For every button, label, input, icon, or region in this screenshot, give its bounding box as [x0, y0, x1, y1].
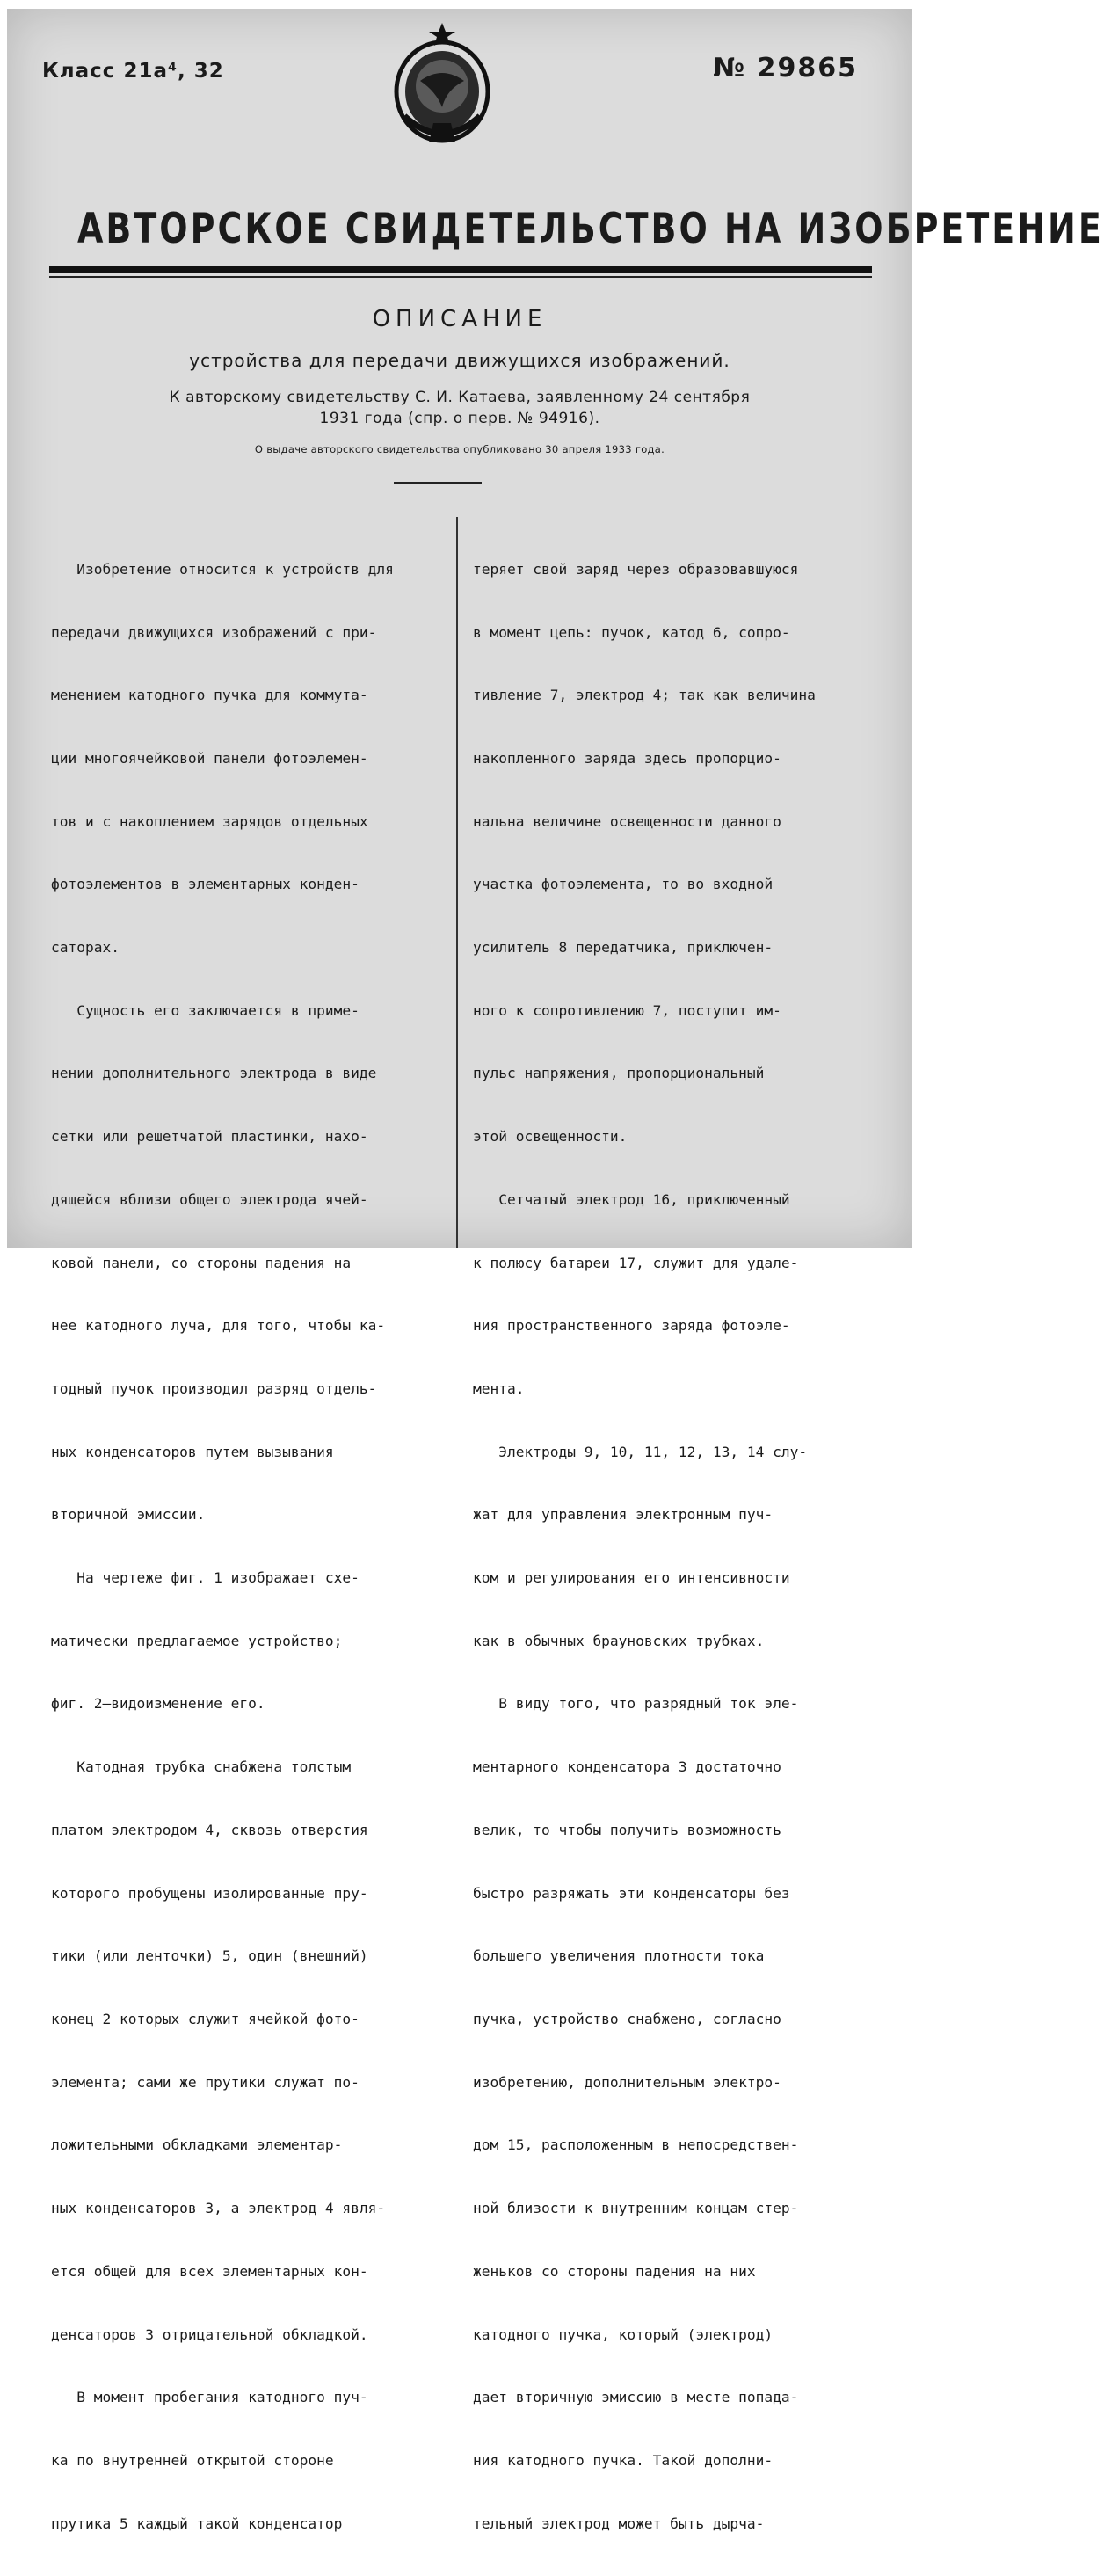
text-line: Изобретение относится к устройств для: [51, 560, 394, 578]
text-line: ется общей для всех элементарных кон-: [51, 2262, 368, 2280]
text-column-right: [473, 517, 860, 2576]
text-line: тики (или ленточки) 5, один (внешний): [51, 1947, 368, 1965]
text-line: быстро разряжать эти конденсаторы без: [473, 1884, 790, 1902]
title-rule-thin: [49, 276, 872, 278]
text-line: в момент цепь: пучок, катод 6, сопро-: [473, 623, 790, 641]
text-line: ных конденсаторов 3, а электрод 4 явля-: [51, 2200, 386, 2217]
text-line: дает вторичную эмиссию в месте попада-: [473, 2389, 799, 2406]
text-line: Электроды 9, 10, 11, 12, 13, 14 слу-: [473, 1443, 808, 1460]
text-line: к полюсу батареи 17, служит для удале-: [473, 1254, 799, 1271]
text-line: теряет свой заряд через образовавшуюся: [473, 560, 799, 578]
text-line: нальна величине освещенности данного: [473, 812, 781, 830]
text-line: дом 15, расположенным в непосредствен-: [473, 2136, 799, 2154]
text-line: Катодная трубка снабжена толстым: [51, 1758, 352, 1776]
text-line: В виду того, что разрядный ток эле-: [473, 1695, 799, 1713]
publication-note: О выдаче авторского свидетельства опубликовано 30 апреля 1933 года.: [254, 443, 665, 455]
text-line: ком и регулирования его интенсивности: [473, 1569, 790, 1587]
text-line: тивление 7, электрод 4; так как величина: [473, 687, 816, 704]
text-line: ковой панели, со стороны падения на: [51, 1254, 352, 1271]
text-line: дящейся вблизи общего электрода ячей-: [51, 1190, 368, 1208]
text-line: фиг. 2—видоизменение его.: [51, 1695, 265, 1713]
reference-line-2: 1931 года (спр. о перв. № 94916).: [319, 410, 600, 427]
text-line: На чертеже фиг. 1 изображает схе-: [51, 1569, 360, 1587]
text-line: ных конденсаторов путем вызывания: [51, 1443, 334, 1460]
text-line: Сетчатый электрод 16, приключенный: [473, 1190, 790, 1208]
text-line: этой освещенности.: [473, 1128, 628, 1146]
document-title: АВТОРСКОЕ СВИДЕТЕЛЬСТВО НА ИЗОБРЕТЕНИЕ: [77, 204, 1104, 252]
text-line: ния пространственного заряда фотоэле-: [473, 1317, 790, 1335]
text-line: ка по внутренней открытой стороне: [51, 2451, 334, 2469]
text-line: передачи движущихся изображений с при-: [51, 623, 377, 641]
text-line: ложительными обкладками элементар-: [51, 2136, 343, 2154]
text-line: ния катодного пучка. Такой дополни-: [473, 2451, 774, 2469]
class-label: Класс 21а⁴, 32: [42, 60, 224, 83]
text-line: пучка, устройство снабжено, согласно: [473, 2010, 781, 2027]
text-line: платом электродом 4, сквозь отверстия: [51, 1821, 368, 1838]
text-line: тодный пучок производил разряд отдель-: [51, 1379, 377, 1397]
text-line: конец 2 которых служит ячейкой фото-: [51, 2010, 360, 2027]
text-line: саторах.: [51, 939, 120, 957]
text-line: мента.: [473, 1379, 525, 1397]
text-line: Сущность его заключается в приме-: [51, 1001, 360, 1019]
section-title: ОПИСАНИЕ: [372, 306, 548, 332]
text-line: элемента; сами же прутики служат по-: [51, 2073, 360, 2091]
column-divider: [456, 517, 458, 1248]
text-line: менением катодного пучка для коммута-: [51, 687, 368, 704]
text-column-left: [51, 517, 438, 2576]
text-line: тельный электрод может быть дырча-: [473, 2514, 765, 2532]
text-line: усилитель 8 передатчика, приключен-: [473, 939, 774, 957]
text-line: прутика 5 каждый такой конденсатор: [51, 2514, 343, 2532]
text-line: как в обычных брауновских трубках.: [473, 1632, 765, 1649]
text-line: тов и с накоплением зарядов отдельных: [51, 812, 368, 830]
invention-subject: устройства для передачи движущихся изображений.: [189, 350, 730, 371]
text-line: велик, то чтобы получить возможность: [473, 1821, 781, 1838]
divider: [394, 482, 482, 484]
text-line: нее катодного луча, для того, чтобы ка-: [51, 1317, 386, 1335]
text-line: ной близости к внутренним концам стер-: [473, 2200, 799, 2217]
certificate-number: № 29865: [713, 53, 858, 84]
text-line: сетки или решетчатой пластинки, нахо-: [51, 1128, 368, 1146]
title-rule-thick: [49, 266, 872, 273]
text-line: денсаторов 3 отрицательной обкладкой.: [51, 2325, 368, 2343]
text-line: вторичной эмиссии.: [51, 1506, 206, 1524]
text-line: женьков со стороны падения на них: [473, 2262, 756, 2280]
reference-line-1: К авторскому свидетельству С. И. Катаева, заявленному 24 сентября: [169, 389, 751, 406]
state-emblem-icon: [385, 19, 499, 151]
text-line: фотоэлементов в элементарных конден-: [51, 876, 360, 893]
text-line: которого пробущены изолированные пру-: [51, 1884, 368, 1902]
text-line: большего увеличения плотности тока: [473, 1947, 765, 1965]
text-line: изобретению, дополнительным электро-: [473, 2073, 781, 2091]
text-line: жат для управления электронным пуч-: [473, 1506, 774, 1524]
text-line: накопленного заряда здесь пропорцио-: [473, 749, 781, 767]
text-line: матически предлагаемое устройство;: [51, 1632, 343, 1649]
text-line: ментарного конденсатора 3 достаточно: [473, 1758, 781, 1776]
text-line: ции многоячейковой панели фотоэлемен-: [51, 749, 368, 767]
text-line: ного к сопротивлению 7, поступит им-: [473, 1001, 781, 1019]
document-page: [7, 9, 1104, 2532]
text-line: участка фотоэлемента, то во входной: [473, 876, 774, 893]
text-line: В момент пробегания катодного пуч-: [51, 2389, 368, 2406]
text-line: катодного пучка, который (электрод): [473, 2325, 774, 2343]
text-line: нении дополнительного электрода в виде: [51, 1065, 377, 1082]
text-line: пульс напряжения, пропорциональный: [473, 1065, 765, 1082]
